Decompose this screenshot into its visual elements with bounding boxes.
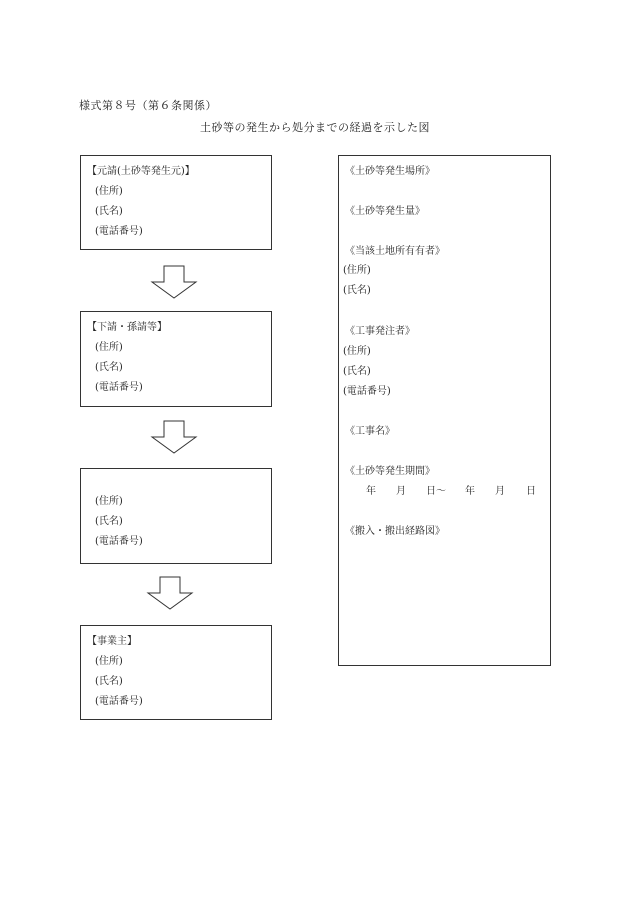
subcontractor-heading: 【下請・孫請等】 [87, 322, 167, 333]
period-month-1: 月 [396, 486, 406, 497]
landowner-name-label: (氏名) [343, 285, 371, 296]
subcontractor-phone-label: (電話番号) [95, 382, 143, 393]
prime-contractor-name-label: (氏名) [95, 206, 123, 217]
period-year-1: 年 [366, 486, 376, 497]
site-location-heading: 《土砂等発生場所》 [345, 166, 435, 177]
prime-contractor-heading: 【元請(土砂等発生元)】 [87, 166, 195, 177]
intermediate-address-label: (住所) [95, 496, 123, 507]
period-month-2: 月 [495, 486, 505, 497]
period-day-1: 日〜 [426, 486, 446, 497]
period-row [339, 482, 550, 496]
period-heading: 《土砂等発生期間》 [345, 466, 435, 477]
prime-contractor-phone-label: (電話番号) [95, 226, 143, 237]
down-arrow-icon [146, 576, 194, 610]
intermediate-name-label: (氏名) [95, 516, 123, 527]
down-arrow-icon [150, 420, 198, 454]
subcontractor-name-label: (氏名) [95, 362, 123, 373]
business-owner-name-label: (氏名) [95, 676, 123, 687]
form-number: 様式第８号（第６条関係） [79, 99, 217, 112]
orderer-address-label: (住所) [343, 346, 371, 357]
orderer-heading: 《工事発注者》 [345, 326, 415, 337]
intermediate-box [80, 468, 272, 564]
period-day-2: 日 [526, 486, 536, 497]
intermediate-phone-label: (電話番号) [95, 536, 143, 547]
orderer-phone-label: (電話番号) [343, 386, 391, 397]
route-map-heading: 《搬入・搬出経路図》 [345, 526, 445, 537]
prime-contractor-box [80, 155, 272, 250]
down-arrow-icon [150, 265, 198, 299]
document-title: 土砂等の発生から処分までの経過を示した図 [200, 121, 430, 134]
business-owner-address-label: (住所) [95, 656, 123, 667]
site-info-box [338, 155, 551, 666]
subcontractor-address-label: (住所) [95, 342, 123, 353]
construction-name-heading: 《工事名》 [345, 426, 395, 437]
quantity-heading: 《土砂等発生量》 [345, 206, 425, 217]
subcontractor-box [80, 311, 272, 407]
prime-contractor-address-label: (住所) [95, 186, 123, 197]
period-year-2: 年 [465, 486, 475, 497]
business-owner-phone-label: (電話番号) [95, 696, 143, 707]
landowner-heading: 《当該土地所有有者》 [345, 246, 445, 257]
orderer-name-label: (氏名) [343, 366, 371, 377]
landowner-address-label: (住所) [343, 265, 371, 276]
business-owner-box [80, 625, 272, 720]
business-owner-heading: 【事業主】 [87, 636, 137, 647]
